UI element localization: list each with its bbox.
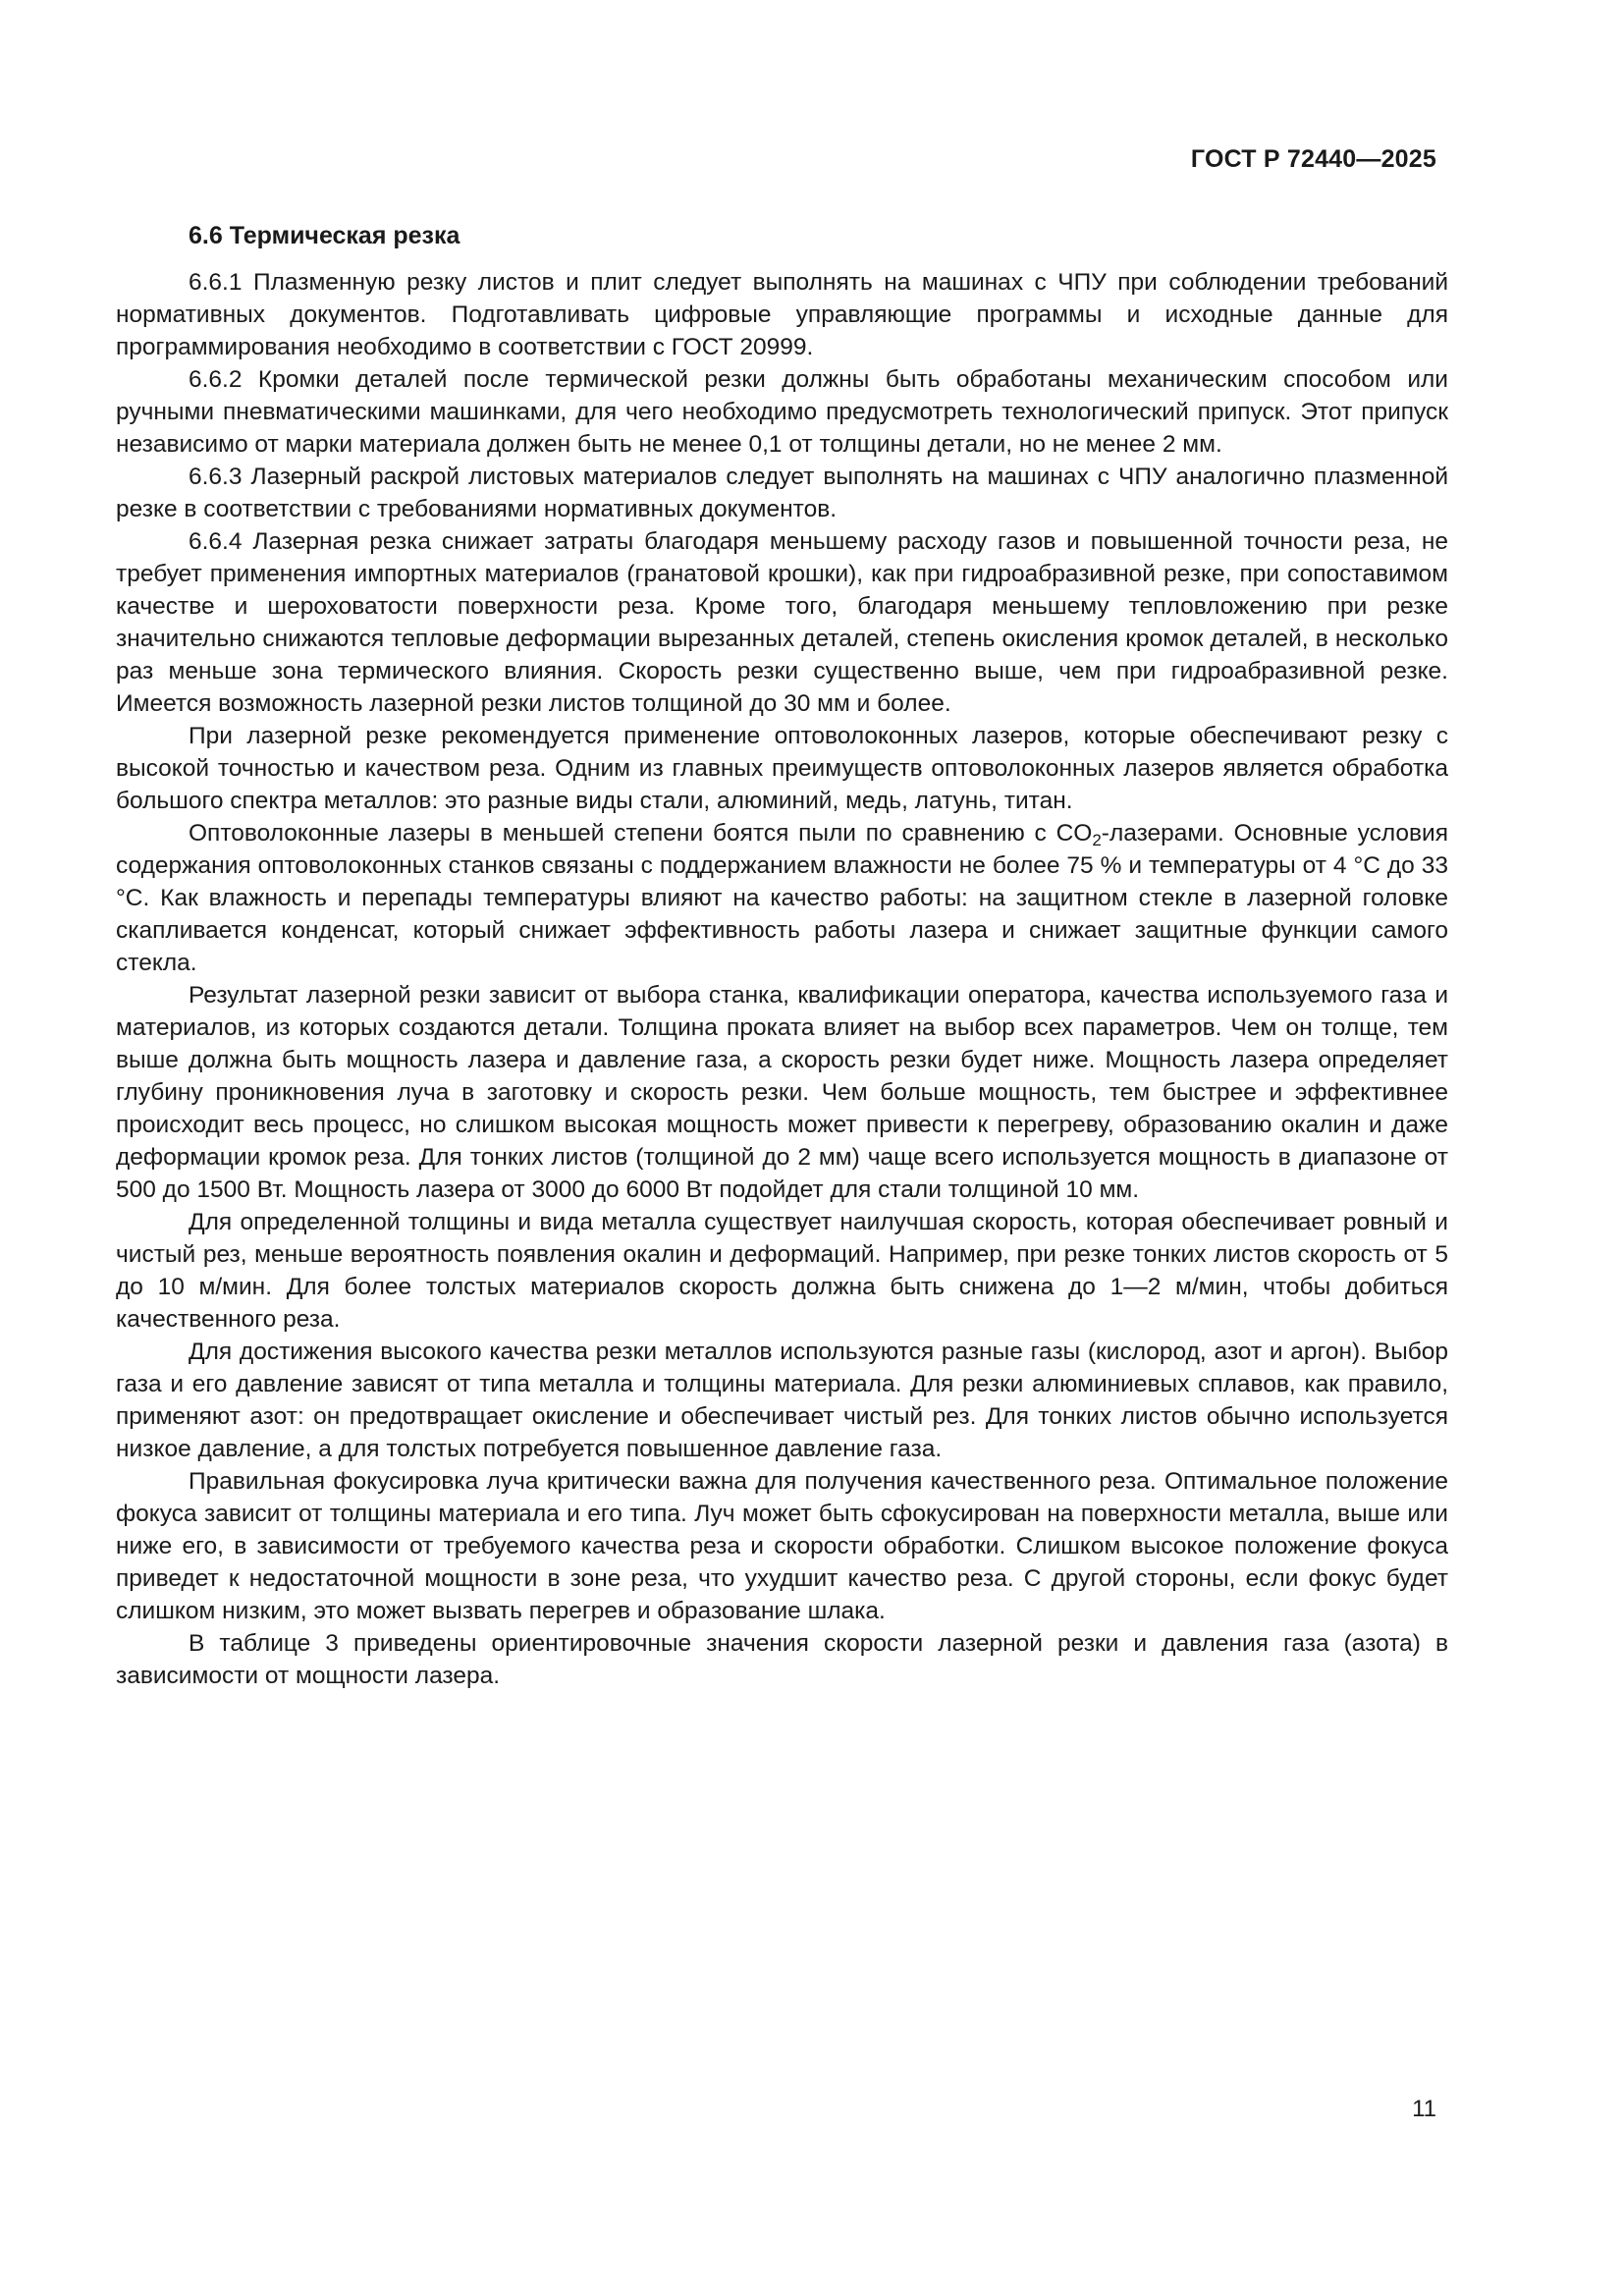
page-body	[116, 220, 1448, 1692]
paragraph-gases: Для достижения высокого качества резки металлов используются разные газы (кислород, азот и аргон). Выбор газа и его давление зависят от типа металла и толщины материала. Для резки алюминиевых сплавов, как правило, применяют азот: он предотвращает окисление и обеспечивает чистый рез. Для тонких листов обычно используется низкое давление, а для толстых потребуется повышенное давление газа.	[116, 1339, 1448, 1462]
paragraph-co2-comparison	[116, 817, 1448, 979]
paragraph-focusing: Правильная фокусировка луча критически важна для получения качественного реза. Оптимальное положение фокуса зависит от толщины материала и его типа. Луч может быть сфокусирован на поверхности металла, выше или ниже его, в зависимости от требуемого качества реза и скорости обработки. Слишком высокое положение фокуса приведет к недостаточной мощности в зоне реза, что ухудшит качество реза. С другой стороны, если фокус будет слишком низким, это может вызвать перегрев и образование шлака.	[116, 1468, 1448, 1624]
paragraph-table-reference: В таблице 3 приведены ориентировочные значения скорости лазерной резки и давления газа (азота) в зависимости от мощности лазера.	[116, 1630, 1448, 1689]
paragraph-6-6-3: 6.6.3 Лазерный раскрой листовых материалов следует выполнять на машинах с ЧПУ аналогично плазменной резке в соответствии с требованиями нормативных документов.	[116, 464, 1448, 522]
document-id-header: ГОСТ Р 72440—2025	[1190, 145, 1436, 173]
paragraph-6-6-1: 6.6.1 Плазменную резку листов и плит следует выполнять на машинах с ЧПУ при соблюдении требований нормативных документов. Подготавливать цифровые управляющие программы и исходные данные для программирования необходимо в соответствии с ГОСТ 20999.	[116, 269, 1448, 360]
text-segment: Оптоволоконные лазеры в меньшей степени боятся пыли по сравнению с CO	[189, 820, 1093, 847]
paragraph-6-6-2: 6.6.2 Кромки деталей после термической резки должны быть обработаны механическим способом или ручными пневматическими машинками, для чего необходимо предусмотреть технологический припуск. Этот припуск независимо от марки материала должен быть не менее 0,1 от толщины детали, но не менее 2 мм.	[116, 366, 1448, 458]
text-segment: -лазерами. Основные условия содержания оптоволоконных станков связаны с поддержанием влажности не более 75 % и температуры от 4 °C до 33 °C. Как влажность и перепады температуры влияют на качество работы: на защитном стекле в лазерной головке скапливается конденсат, который снижает эффективность работы лазера и снижает защитные функции самого стекла.	[116, 820, 1448, 976]
paragraph-6-6-4: 6.6.4 Лазерная резка снижает затраты благодаря меньшему расходу газов и повышенной точности реза, не требует применения импортных материалов (гранатовой крошки), как при гидроабразивной резке, при сопоставимом качестве и шероховатости поверхности реза. Кроме того, благодаря меньшему тепловложению при резке значительно снижаются тепловые деформации вырезанных деталей, степень окисления кромок деталей, в несколько раз меньше зона термического влияния. Скорость резки существенно выше, чем при гидроабразивной резке. Имеется возможность лазерной резки листов толщиной до 30 мм и более.	[116, 528, 1448, 717]
paragraph-cutting-speed: Для определенной толщины и вида металла существует наилучшая скорость, которая обеспечивает ровный и чистый рез, меньше вероятность появления окалин и деформаций. Например, при резке тонких листов скорость от 5 до 10 м/мин. Для более толстых материалов скорость должна быть снижена до 1—2 м/мин, чтобы добиться качественного реза.	[116, 1209, 1448, 1333]
section-heading: 6.6 Термическая резка	[189, 222, 460, 249]
paragraph-cutting-result: Результат лазерной резки зависит от выбора станка, квалификации оператора, качества используемого газа и материалов, из которых создаются детали. Толщина проката влияет на выбор всех параметров. Чем он толще, тем выше должна быть мощность лазера и давление газа, а скорость резки будет ниже. Мощность лазера определяет глубину проникновения луча в заготовку и скорость резки. Чем больше мощность, тем быстрее и эффективнее происходит весь процесс, но слишком высокая мощность может привести к перегреву, образованию окалин и даже деформации кромок реза. Для тонких листов (толщиной до 2 мм) чаще всего используется мощность в диапазоне от 500 до 1500 Вт. Мощность лазера от 3000 до 6000 Вт подойдет для стали толщиной 10 мм.	[116, 982, 1448, 1203]
paragraph-fiber-lasers: При лазерной резке рекомендуется применение оптоволоконных лазеров, которые обеспечивают резку с высокой точностью и качеством реза. Одним из главных преимуществ оптоволоконных лазеров является обработка большого спектра металлов: это разные виды стали, алюминий, медь, латунь, титан.	[116, 723, 1448, 814]
subscript-2: 2	[1092, 831, 1102, 849]
page-number: 11	[1412, 2096, 1436, 2122]
